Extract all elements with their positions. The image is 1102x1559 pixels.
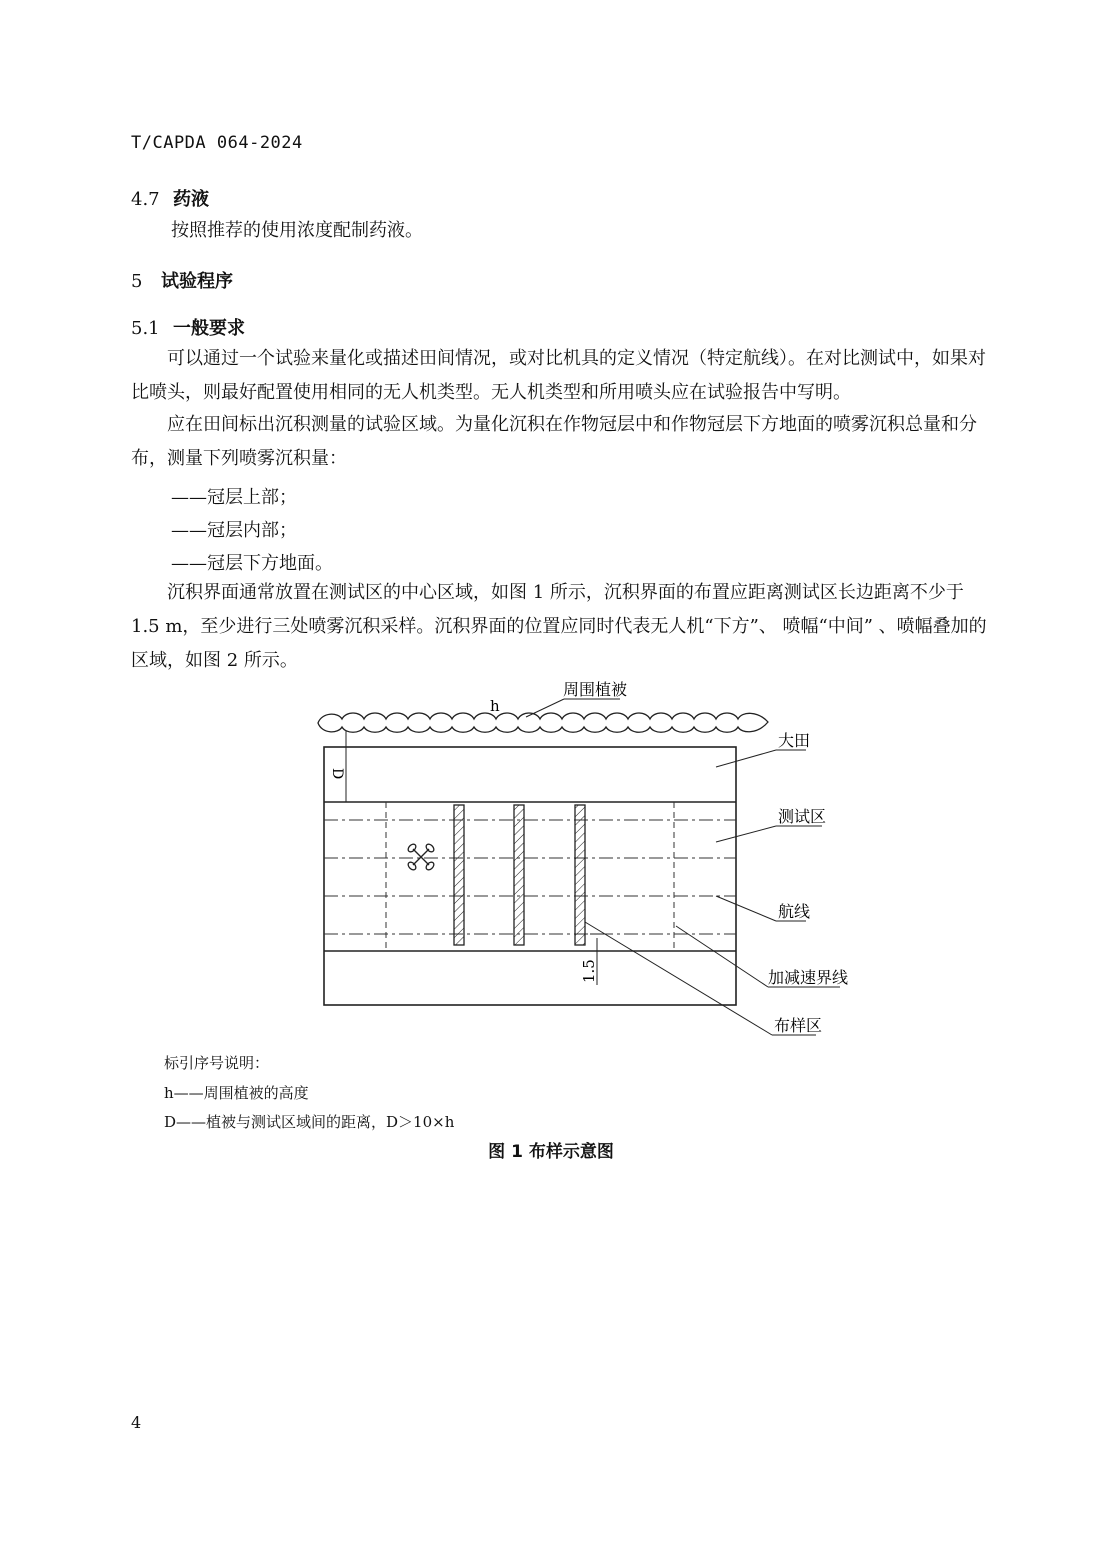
sample-area-3	[575, 805, 585, 945]
page-number: 4	[131, 1413, 142, 1432]
list-item: ——冠层上部；	[171, 487, 297, 508]
paragraph-5-1-1: 可以通过一个试验来量化或描述田间情况，或对比机具的定义情况（特定航线）。在对比测试中，如果对比喷头，则最好配置使用相同的无人机类型。无人机类型和所用喷头应在试验报告中写明。	[131, 348, 986, 403]
label-test-area: 测试区	[778, 807, 827, 826]
list-item: ——冠层下方地面。	[171, 553, 333, 574]
paragraph-5-1-2: 应在田间标出沉积测量的试验区域。为量化沉积在作物冠层中和作物冠层下方地面的喷雾沉积总量和分布，测量下列喷雾沉积量：	[131, 414, 977, 469]
label-flight-line: 航线	[778, 902, 811, 921]
sample-area-2	[514, 805, 524, 945]
heading-5-1-number: 5.1	[131, 318, 160, 339]
label-vegetation: 周围植被	[563, 680, 628, 699]
legend-item-h: h——周围植被的高度	[164, 1084, 309, 1102]
heading-5-number: 5	[131, 271, 143, 292]
accel-decel-lines	[386, 802, 674, 951]
label-field: 大田	[778, 731, 811, 750]
figure-caption: 图 1 布样示意图	[488, 1142, 614, 1162]
vegetation-strip	[318, 713, 768, 732]
paragraph-5-1-3: 沉积界面通常放置在测试区的中心区域，如图 1 所示，沉积界面的布置应距离测试区长边距离不少于 1.5 m，至少进行三处喷雾沉积采样。沉积界面的位置应同时代表无人机“下方”、 喷幅“中间” 、喷幅叠加的区域，如图 2 所示。	[131, 582, 987, 671]
d-label: D	[329, 768, 345, 780]
dim-1-5-label: 1.5	[580, 959, 598, 983]
h-label: h	[490, 697, 500, 715]
label-accel-line: 加减速界线	[768, 968, 849, 987]
drone-icon	[407, 843, 436, 872]
heading-4-7-number: 4.7	[131, 189, 160, 210]
heading-5-title: 试验程序	[161, 271, 233, 292]
list-item: ——冠层内部；	[171, 520, 297, 541]
sample-area-1	[454, 805, 464, 945]
legend-item-d: D——植被与测试区域间的距离，D＞10×h	[164, 1113, 455, 1131]
standard-code: T/CAPDA 064-2024	[131, 133, 303, 153]
label-sample-area: 布样区	[774, 1016, 823, 1035]
heading-5-1-title: 一般要求	[173, 318, 245, 339]
paragraph-4-7: 按照推荐的使用浓度配制药液。	[171, 220, 423, 241]
heading-4-7-title: 药液	[173, 189, 209, 210]
legend-title: 标引序号说明：	[164, 1054, 270, 1072]
